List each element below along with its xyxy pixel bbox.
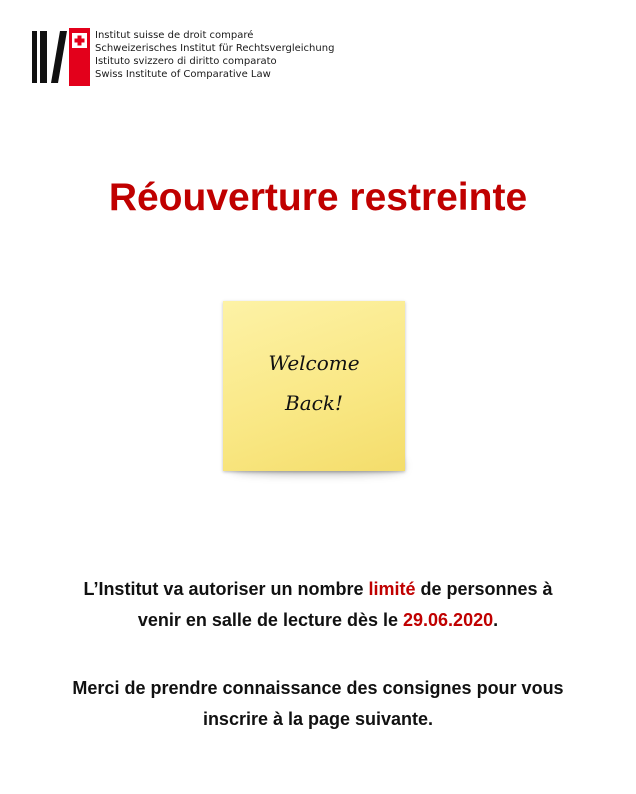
instructions-line2: inscrire à la page suivante. xyxy=(202,709,434,729)
institute-name-it: Istituto svizzero di diritto comparato xyxy=(95,56,277,67)
reopening-date: 29.06.2020 xyxy=(403,610,494,630)
institute-name-de: Schweizerisches Institut für Rechtsvergleichung xyxy=(95,43,335,54)
institute-name-en: Swiss Institute of Comparative Law xyxy=(95,69,271,80)
reopening-text-1: L’Institut va autoriser un nombre xyxy=(83,579,369,599)
reopening-line1 xyxy=(0,574,636,605)
reopening-text-3: venir en salle de lecture dès le xyxy=(137,610,404,630)
instructions-line1: Merci de prendre connaissance des consignes pour vous xyxy=(72,678,564,698)
reopening-line2 xyxy=(0,605,636,636)
sticky-note-line2: Back! xyxy=(285,391,343,415)
limited-highlight: limité xyxy=(368,579,416,599)
institute-names xyxy=(95,29,334,81)
reopening-paragraph xyxy=(0,574,636,636)
sicl-logo-icon xyxy=(32,28,90,86)
sticky-note xyxy=(223,301,405,471)
sticky-note-paper xyxy=(223,301,405,471)
reopening-text-4: . xyxy=(493,610,499,630)
institute-name-fr: Institut suisse de droit comparé xyxy=(95,30,254,41)
sticky-note-text xyxy=(223,343,405,423)
reopening-text-2: de personnes à xyxy=(415,579,553,599)
instructions-paragraph xyxy=(0,673,636,735)
sticky-note-line1: Welcome xyxy=(268,351,360,375)
page-title: Réouverture restreinte xyxy=(108,176,528,219)
